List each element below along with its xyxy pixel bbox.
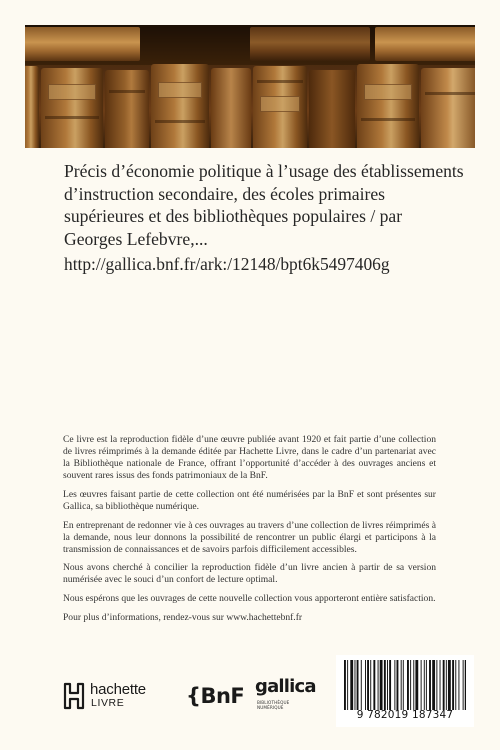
book-spine [41, 68, 103, 148]
barcode-bar [387, 660, 388, 710]
description-paragraph: Nous avons cherché à concilier la reproduction fidèle d’un livre ancien à partir de sa version numérisée avec le souci d’un confort de lecture optimal. [63, 562, 436, 586]
barcode-digits: 9 782019 187347 [356, 709, 454, 721]
barcode-bar [373, 660, 375, 710]
barcode-bar [446, 660, 447, 710]
gallica-logo-tag: BIBLIOTHÈQUE NUMÉRIQUE [257, 700, 290, 710]
barcode-bar [367, 660, 369, 710]
barcode-bar [452, 660, 454, 710]
book-spine [421, 68, 475, 148]
book-spine [309, 70, 355, 148]
barcode-bar [357, 660, 359, 710]
barcode-bar [432, 660, 435, 710]
spine-band [257, 80, 303, 83]
barcode-bar [455, 660, 456, 710]
hachette-logo-sub: LIVRE [91, 697, 125, 709]
collection-description [63, 434, 436, 630]
barcode-bar [370, 660, 371, 710]
spine-band [155, 120, 205, 123]
barcode-bar [440, 660, 441, 710]
spine-label [260, 96, 300, 112]
barcode-bar [361, 660, 362, 710]
barcode-bar [397, 660, 399, 710]
barcode-bar [429, 660, 431, 710]
book-spine [105, 70, 149, 148]
barcode-bar [394, 660, 395, 710]
spine-label [364, 84, 412, 100]
gallica-url[interactable]: http://gallica.bnf.fr/ark:/12148/bpt6k5497406g [64, 254, 390, 274]
barcode-bar [421, 660, 422, 710]
bnf-logo: {BnF [186, 684, 245, 708]
bookshelf-photo [25, 25, 475, 148]
description-paragraph: Ce livre est la reproduction fidèle d’une œuvre publiée avant 1920 et fait partie d’une collection de livres réimprimés à la demande éditée par Hachette Livre, dans le cadre d’un partenariat avec la Bibliothèque nationale de France, offrant l’opportunité d’accéder à des ouvrages anciens et souvent rares issus des fonds patrimoniaux de la BnF. [63, 434, 436, 482]
barcode-bar [389, 660, 391, 710]
barcode-bar [443, 660, 445, 710]
spine-label [158, 82, 202, 98]
barcode-bar [403, 660, 404, 710]
barcode-bar [448, 660, 451, 710]
spine-band [425, 92, 475, 95]
description-paragraph: Nous espérons que les ouvrages de cette nouvelle collection vous apporteront entière satisfaction. [63, 593, 436, 605]
barcode-bar [350, 660, 353, 710]
spine-band [109, 90, 145, 93]
book-top-3 [375, 27, 475, 61]
book-title: Précis d’économie politique à l’usage des établissements d’instruction secondaire, des écoles primaires supérieures et des bibliothèques populaires / par Georges Lefebvre,... [64, 161, 464, 249]
barcode-bar [380, 660, 383, 710]
barcode-bar [415, 660, 418, 710]
barcode-bar [426, 660, 427, 710]
hachette-h-icon [63, 682, 85, 710]
book-spine [357, 64, 419, 148]
book-top-2 [250, 27, 370, 61]
hachette-logo-name: hachette [90, 681, 146, 698]
book-spine [253, 66, 307, 148]
hachette-livre-logo [63, 682, 173, 712]
barcode-bar [365, 660, 366, 710]
barcode-bar [463, 660, 464, 710]
barcode-bar [384, 660, 386, 710]
barcode-bar [355, 660, 356, 710]
barcode-bar [424, 660, 425, 710]
gallica-logo [255, 676, 316, 718]
barcode-bar [413, 660, 414, 710]
barcode-bar [436, 660, 437, 710]
gallica-logo-word: gallica [255, 676, 316, 697]
book-top-1 [25, 27, 140, 61]
isbn-barcode [336, 655, 474, 727]
book-spine [211, 68, 251, 148]
description-paragraph: Les œuvres faisant partie de cette collection ont été numérisées par la BnF et sont présentes sur Gallica, sa bibliothèque numérique. [63, 488, 436, 512]
barcode-bar [347, 660, 348, 710]
spine-band [45, 116, 99, 119]
barcode-bar [401, 660, 402, 710]
book-spine [151, 64, 209, 148]
barcode-bar [407, 660, 409, 710]
barcode-bar [344, 660, 346, 710]
spine-label [48, 84, 96, 100]
barcode-bar [378, 660, 379, 710]
barcode-bar [465, 660, 466, 710]
more-info-line: Pour plus d’informations, rendez-vous sur www.hachettebnf.fr [63, 611, 303, 623]
description-paragraph: En entreprenant de redonner vie à ces ouvrages au travers d’une collection de livres réimprimés à la demande, nous leur donnons la possibilité de rencontrer un public élargi et participons à la transmission de connaissances et de savoirs parfois difficilement accessibles. [63, 519, 436, 555]
barcode-bars [344, 660, 466, 710]
spine-band [361, 118, 415, 121]
barcode-bar [458, 660, 459, 710]
barcode-bar [410, 660, 411, 710]
book-spine [25, 66, 39, 148]
